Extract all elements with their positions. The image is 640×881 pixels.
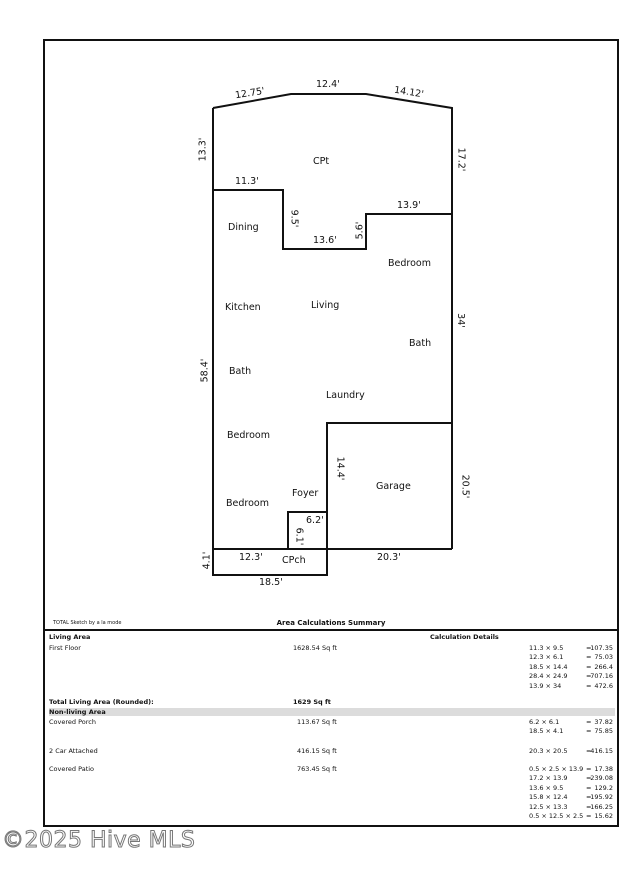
calc-expression: 17.2 × 13.9 xyxy=(529,774,568,783)
dimension-label: 6.2' xyxy=(306,515,324,526)
covered-patio-area: 763.45 Sq ft xyxy=(297,765,337,773)
calc-expression: 6.2 × 6.1 xyxy=(529,718,560,726)
calc-result: 239.08 xyxy=(590,774,613,783)
calc-expression: 13.9 × 34 xyxy=(529,681,562,690)
total-living-value: 1629 Sq ft xyxy=(293,698,331,706)
exterior-wall xyxy=(213,94,452,549)
room-label-living: Living xyxy=(311,300,340,311)
floor-plan-drawing xyxy=(45,41,617,601)
calc-expression: 11.3 × 9.5 xyxy=(529,644,564,652)
calc-equals: = xyxy=(586,802,592,811)
calc-equals: = xyxy=(586,681,592,690)
room-label-dining: Dining xyxy=(228,222,259,233)
living-area-header: Living Area xyxy=(49,633,91,641)
calc-expression: 0.5 × 12.5 × 2.5 xyxy=(529,812,584,820)
dimension-label: 6.1' xyxy=(293,527,305,546)
dimension-label: 18.5' xyxy=(259,577,283,588)
dimension-label: 11.3' xyxy=(235,176,259,187)
room-label-garage: Garage xyxy=(376,481,411,492)
dimension-label: 12.4' xyxy=(316,79,340,90)
calc-equals: = xyxy=(586,644,592,652)
room-label-patio: CPt xyxy=(313,156,330,167)
calc-expression: 18.5 × 4.1 xyxy=(529,727,564,736)
calc-equals: = xyxy=(586,653,592,662)
room-label-kitchen: Kitchen xyxy=(225,302,261,313)
calc-equals: = xyxy=(586,812,592,820)
calc-equals: = xyxy=(586,765,592,773)
calc-equals: = xyxy=(586,662,592,671)
dimension-label: 12.3' xyxy=(239,552,263,563)
calc-expression: 12.5 × 13.3 xyxy=(529,802,568,811)
calc-result: 107.35 xyxy=(590,644,613,652)
calc-expression: 0.5 × 2.5 × 13.9 xyxy=(529,765,584,773)
calc-expression: 28.4 × 24.9 xyxy=(529,672,568,681)
summary-title: Area Calculations Summary xyxy=(276,619,386,627)
garage-area: 416.15 Sq ft xyxy=(297,747,337,755)
dimension-label: 12.75' xyxy=(234,85,266,102)
calc-details-header: Calculation Details xyxy=(430,633,499,641)
dimension-label: 13.6' xyxy=(313,235,337,246)
calc-result: 37.82 xyxy=(594,718,613,726)
calc-result: 416.15 xyxy=(590,747,613,755)
porch-outline xyxy=(213,549,327,575)
calc-result: 75.03 xyxy=(594,653,613,662)
dimension-label: 17.2' xyxy=(455,147,467,172)
calc-equals: = xyxy=(586,718,592,726)
dimension-label: 20.5' xyxy=(459,474,471,499)
dimension-label: 13.3' xyxy=(197,137,209,162)
dimension-label: 4.1' xyxy=(201,551,213,570)
room-label-bedroom: Bedroom xyxy=(226,498,269,509)
total-living-label: Total Living Area (Rounded): xyxy=(49,698,154,706)
calc-equals: = xyxy=(586,747,592,755)
calc-equals: = xyxy=(586,727,592,736)
watermark: ©2025 Hive MLS xyxy=(2,828,196,853)
calc-result: 17.38 xyxy=(594,765,613,773)
dimension-label: 9.5' xyxy=(288,209,300,228)
first-floor-area: 1628.54 Sq ft xyxy=(293,644,337,652)
floor-plan-sheet xyxy=(43,39,619,827)
calc-result: 166.25 xyxy=(590,802,613,811)
calc-expression: 13.6 × 9.5 xyxy=(529,783,564,792)
dimension-label: 34' xyxy=(454,313,466,328)
calc-result: 472.6 xyxy=(594,681,613,690)
calc-result: 75.85 xyxy=(594,727,613,736)
sketch-note: TOTAL Sketch by a la mode xyxy=(53,620,122,626)
room-label-bath: Bath xyxy=(229,366,252,377)
calc-result: 15.62 xyxy=(594,812,613,820)
calc-result: 707.16 xyxy=(590,672,613,681)
dimension-label: 13.9' xyxy=(397,200,421,211)
room-label-bedroom: Bedroom xyxy=(227,430,270,441)
non-living-header: Non-living Area xyxy=(49,708,106,716)
garage-label: 2 Car Attached xyxy=(49,747,98,755)
room-label-porch: CPch xyxy=(282,555,306,566)
non-living-band xyxy=(49,708,615,716)
calc-expression: 15.8 × 12.4 xyxy=(529,793,568,802)
calc-equals: = xyxy=(586,793,592,802)
first-floor-label: First Floor xyxy=(49,644,81,652)
room-label-laundry: Laundry xyxy=(326,390,365,401)
dimension-label: 5.6' xyxy=(354,221,366,240)
calc-expression: 12.3 × 6.1 xyxy=(529,653,564,662)
covered-patio-label: Covered Patio xyxy=(49,765,95,773)
covered-porch-label: Covered Porch xyxy=(49,718,96,726)
calc-result: 266.4 xyxy=(594,662,613,671)
dimension-label: 20.3' xyxy=(377,552,401,563)
room-label-foyer: Foyer xyxy=(292,488,319,499)
calc-expression: 18.5 × 14.4 xyxy=(529,662,568,671)
calc-expression: 20.3 × 20.5 xyxy=(529,747,568,755)
calc-equals: = xyxy=(586,774,592,783)
calc-result: 129.2 xyxy=(594,783,613,792)
room-label-bath: Bath xyxy=(409,338,432,349)
dimension-label: 14.12' xyxy=(393,84,425,101)
summary-divider xyxy=(45,629,617,631)
room-label-bedroom: Bedroom xyxy=(388,258,431,269)
calc-result: 195.92 xyxy=(590,793,613,802)
dimension-label: 58.4' xyxy=(199,358,211,383)
calc-equals: = xyxy=(586,783,592,792)
calc-equals: = xyxy=(586,672,592,681)
dimension-label: 14.4' xyxy=(334,456,346,481)
covered-porch-area: 113.67 Sq ft xyxy=(297,718,337,726)
